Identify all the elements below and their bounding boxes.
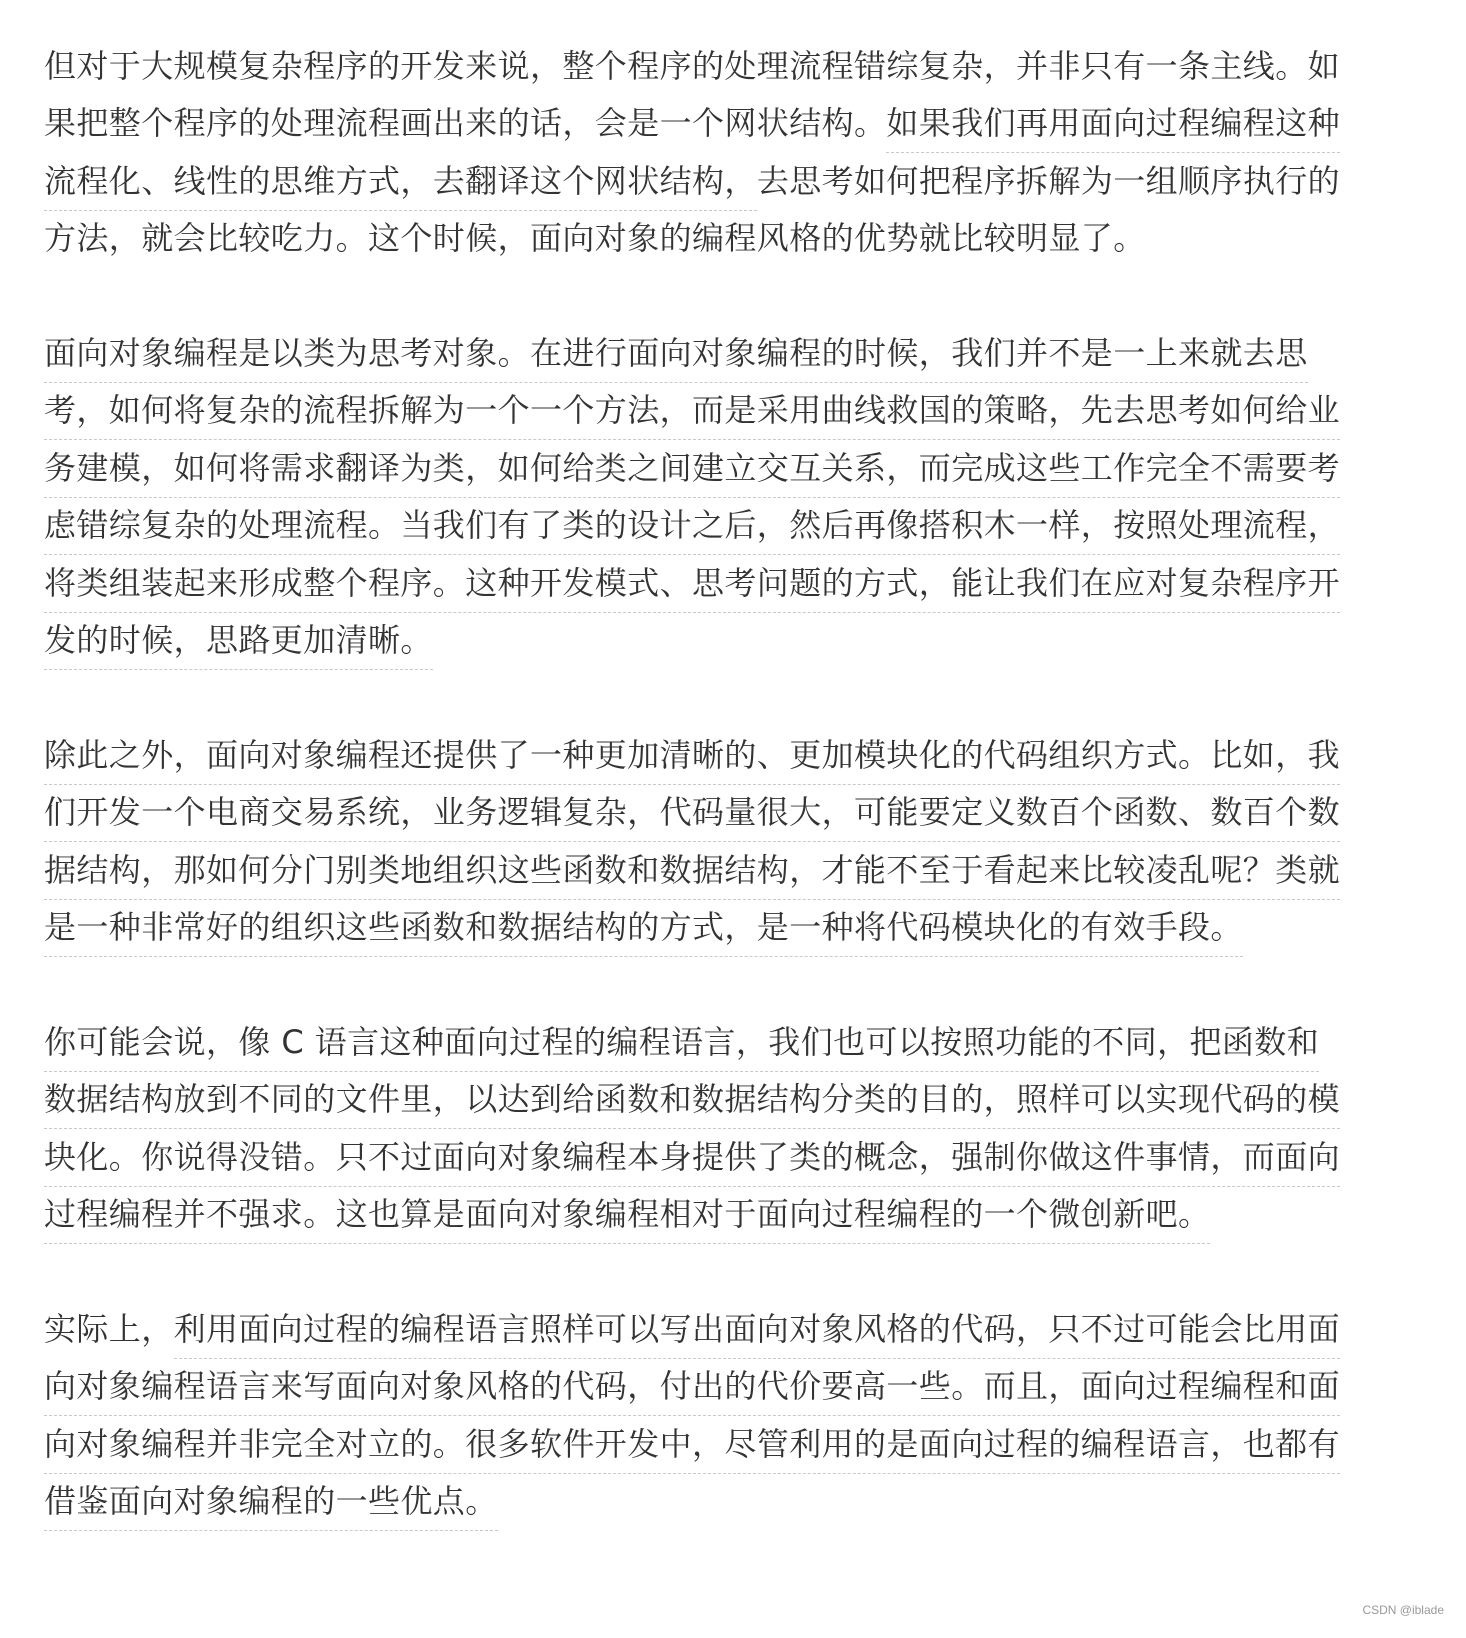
text-segment: 去思考如何把程序拆解为一组顺序执行的方法，就会比较吃力。这个时候，面向对象的编程风格的优势就比较明显了。 xyxy=(44,161,1341,258)
text-segment: 实际上， xyxy=(44,1309,174,1348)
article-body xyxy=(44,38,1348,1588)
paragraph-3 xyxy=(44,727,1348,957)
text-segment: 但对于大规模复杂程序的开发来说，整个程序的处理流程错综复杂，并非只有一条主线。如果把整个程序的处理流程画出来的话，会是一个网状结构。 xyxy=(44,47,1341,143)
underlined-segment: 利用面向过程的编程语言照样可以写出面向对象风格的代码，只不过可能会比用面向对象编程语言来写面向对象风格的代码，付出的代价要高一些。而且，面向过程编程和面向对象编程并非完全对立的。很多软件开发中，尽管利用的是面向过程的编程语言，也都有借鉴面向对象编程的一些优点。 xyxy=(44,1310,1340,1531)
underlined-segment: 除此之外，面向对象编程还提供了一种更加清晰的、更加模块化的代码组织方式。比如，我们开发一个电商交易系统，业务逻辑复杂，代码量很大，可能要定义数百个函数、数百个数据结构，那如何分门别类地组织这些函数和数据结构，才能不至于看起来比较凌乱呢？类就是一种非常好的组织这些函数和数据结构的方式，是一种将代码模块化的有效手段。 xyxy=(44,736,1340,957)
underlined-segment: 你可能会说，像 C 语言这种面向过程的编程语言，我们也可以按照功能的不同，把函数和数据结构放到不同的文件里，以达到给函数和数据结构分类的目的，照样可以实现代码的模块化。你说得没错。只不过面向对象编程本身提供了类的概念，强制你做这件事情，而面向过程编程并不强求。这也算是面向对象编程相对于面向过程编程的一个微创新吧。 xyxy=(44,1023,1340,1244)
paragraph-2 xyxy=(44,325,1348,669)
underlined-segment: 如果我们再用面向过程编程这种流程化、线性的思维方式，去翻译这个网状结构， xyxy=(44,104,1340,210)
paragraph-5 xyxy=(44,1301,1348,1531)
paragraph-4 xyxy=(44,1014,1348,1244)
underlined-segment: 面向对象编程是以类为思考对象。在进行面向对象编程的时候，我们并不是一上来就去思考，如何将复杂的流程拆解为一个一个方法，而是采用曲线救国的策略，先去思考如何给业务建模，如何将需求翻译为类，如何给类之间建立交互关系，而完成这些工作完全不需要考虑错综复杂的处理流程。当我们有了类的设计之后，然后再像搭积木一样，按照处理流程，将类组装起来形成整个程序。这种开发模式、思考问题的方式，能让我们在应对复杂程序开发的时候，思路更加清晰。 xyxy=(44,334,1340,670)
paragraph-1 xyxy=(44,38,1348,268)
watermark: CSDN @iblade xyxy=(1362,1603,1444,1617)
